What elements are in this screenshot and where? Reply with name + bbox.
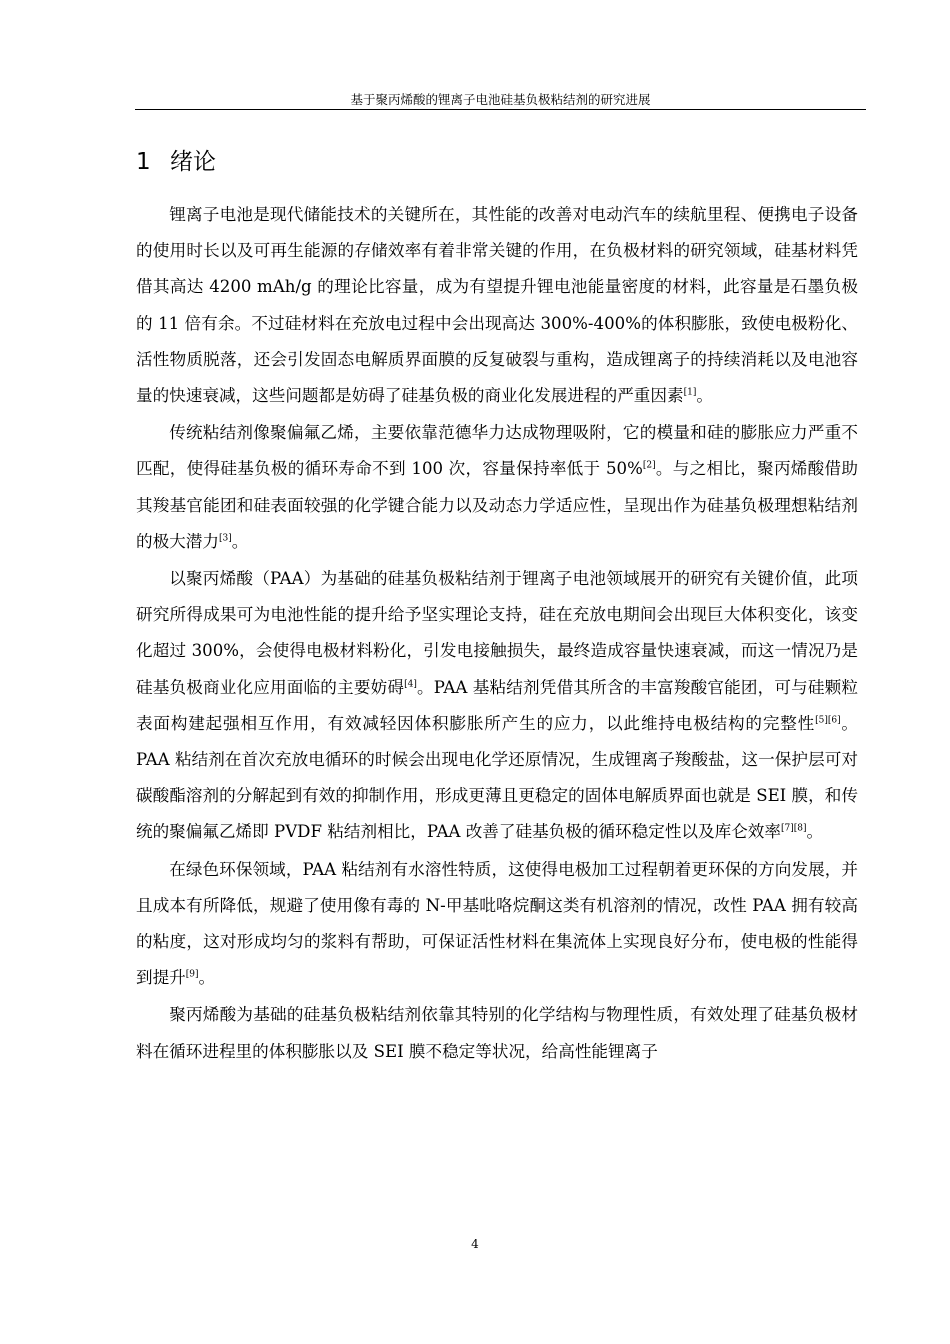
citation-ref: [5][6]	[815, 715, 841, 726]
paragraph-text: 。	[696, 386, 713, 406]
paragraph-text: 。PAA 基粘结剂凭借其所含的丰富羧酸官能团，可与硅颗粒表面构建起强相互作用，有效减轻因体积膨胀所产生的应力，以此维持电极结构的完整性	[136, 677, 858, 733]
citation-ref: [9]	[185, 969, 199, 980]
section-number: 1	[136, 149, 151, 175]
paragraph-text: 聚丙烯酸为基础的硅基负极粘结剂依靠其特别的化学结构与物理性质，有效处理了硅基负极材料在循环进程里的体积膨胀以及 SEI 膜不稳定等状况，给高性能锂离子	[136, 1005, 858, 1061]
paragraph	[136, 997, 858, 1069]
section-heading	[136, 146, 216, 178]
paragraph	[136, 415, 858, 560]
paragraph	[136, 852, 858, 997]
paragraph-text: 。PAA 粘结剂在首次充放电循环的时候会出现电化学还原情况，生成锂离子羧酸盐，这一保护层可对碳酸酯溶剂的分解起到有效的抑制作用，形成更薄且更稳定的固体电解质界面也就是 SEI 膜，和传统的聚偏氟乙烯即 PVDF 粘结剂相比，PAA 改善了硅基负极的循环稳定性以及库仑效率	[136, 713, 859, 842]
paragraph-text: 传统粘结剂像聚偏氟乙烯，主要依靠范德华力达成物理吸附，它的模量和硅的膨胀应力严重不匹配，使得硅基负极的循环寿命不到 100 次，容量保持率低于 50%	[136, 423, 858, 479]
running-header: 基于聚丙烯酸的锂离子电池硅基负极粘结剂的研究进展	[350, 92, 651, 107]
paragraph-text: 。与之相比，聚丙烯酸借助其羧基官能团和硅表面较强的化学键合能力以及动态力学适应性，呈现出作为硅基负极理想粘结剂的极大潜力	[136, 459, 859, 551]
paragraph	[136, 561, 858, 851]
paragraph-text: 。	[198, 968, 216, 988]
body-text	[136, 197, 858, 1070]
citation-ref: [1]	[683, 387, 697, 398]
paragraph-text: 在绿色环保领域，PAA 粘结剂有水溶性特质，这使得电极加工过程朝着更环保的方向发展，并且成本有所降低，规避了使用像有毒的 N-甲基吡咯烷酮这类有机溶剂的情况，改性 PAA 拥有较高的粘度，这对形成均匀的浆料有帮助，可保证活性材料在集流体上实现良好分布，使电极的性能得到提升	[136, 859, 858, 988]
citation-ref: [2]	[642, 460, 656, 471]
header-rule	[135, 109, 866, 110]
paragraph-text: 以聚丙烯酸（PAA）为基础的硅基负极粘结剂于锂离子电池领域展开的研究有关键价值，此项研究所得成果可为电池性能的提升给予坚实理论支持，硅在充放电期间会出现巨大体积变化，该变化超过 300%，会使得电极材料粉化，引发电接触损失，最终造成容量快速衰减，而这一情况乃是硅基负极商业化应用面临的主要妨碍	[136, 569, 858, 697]
paragraph-text: 。	[806, 822, 824, 842]
section-title: 绪论	[170, 149, 216, 175]
citation-ref: [7][8]	[781, 823, 807, 834]
paragraph-text: 。	[231, 531, 249, 551]
paragraph-text: 锂离子电池是现代储能技术的关键所在，其性能的改善对电动汽车的续航里程、便携电子设备的使用时长以及可再生能源的存储效率有着非常关键的作用，在负极材料的研究领域，硅基材料凭借其高达 4200 mAh/g 的理论比容量，成为有望提升锂电池能量密度的材料，此容量是石墨负极的 11 倍有余。不过硅材料在充放电过程中会出现高达 300%-400%的体积膨胀，致使电极粉化、活性物质脱落，还会引发固态电解质界面膜的反复破裂与重构，造成锂离子的持续消耗以及电池容量的快速衰减，这些问题都是妨碍了硅基负极的商业化发展进程的严重因素	[136, 205, 858, 406]
citation-ref: [3]	[218, 533, 232, 544]
paragraph	[136, 197, 858, 414]
citation-ref: [4]	[404, 679, 417, 690]
page-number: 4	[471, 1237, 479, 1251]
